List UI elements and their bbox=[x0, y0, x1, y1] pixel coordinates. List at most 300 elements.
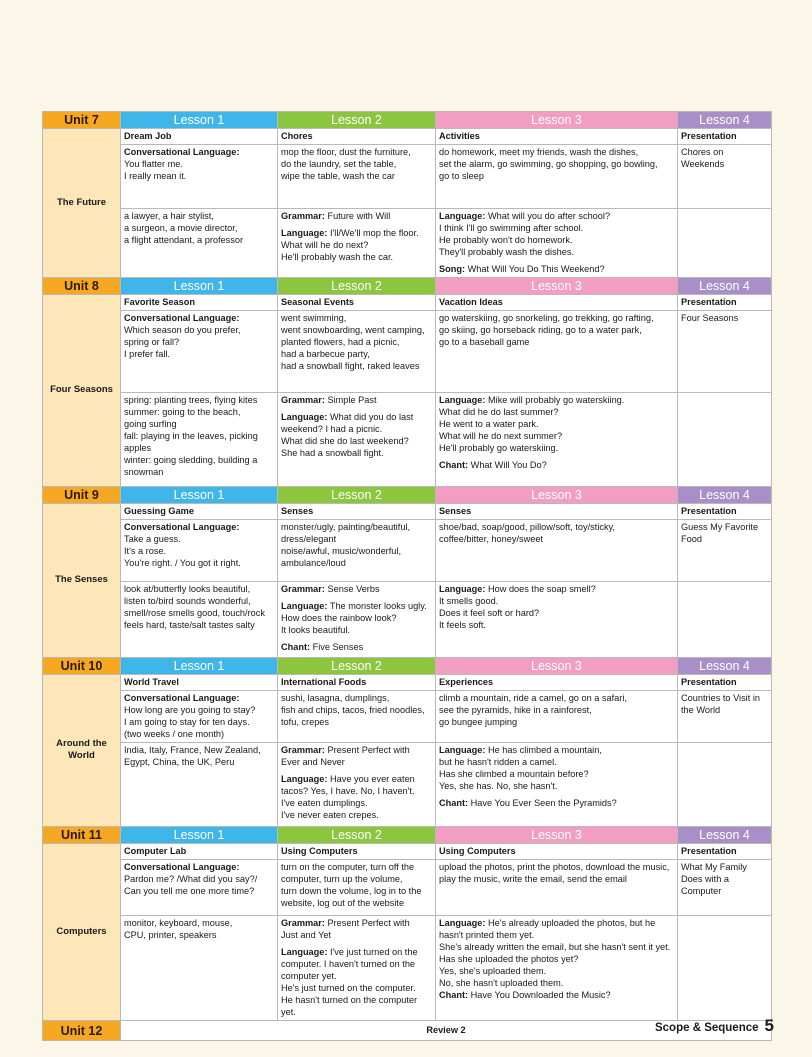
line-text: tofu, crepes bbox=[281, 717, 330, 727]
line-text: I've just turned on the bbox=[327, 947, 418, 957]
line-text: spring or fall? bbox=[124, 337, 180, 347]
content-cell bbox=[436, 860, 678, 916]
line-label: Language: bbox=[281, 947, 328, 957]
line-text: ambulance/loud bbox=[281, 558, 346, 568]
line-text: Yes, she has. No, she hasn't. bbox=[439, 781, 558, 791]
line-text: The monster looks ugly. bbox=[327, 601, 427, 611]
line-text: I am going to stay for ten days. bbox=[124, 717, 250, 727]
lesson-header-4: Lesson 4 bbox=[678, 278, 772, 295]
text-line bbox=[281, 336, 432, 348]
line-text: Ever and Never bbox=[281, 757, 345, 767]
content-cell bbox=[678, 691, 772, 743]
text-line bbox=[681, 704, 768, 716]
text-line bbox=[681, 885, 768, 897]
line-label: Language: bbox=[439, 918, 486, 928]
line-text: listen to/bird sounds wonderful, bbox=[124, 596, 251, 606]
text-line bbox=[281, 641, 432, 653]
line-text: Have you ever eaten bbox=[327, 774, 415, 784]
content-row bbox=[43, 582, 772, 658]
lesson-header-3: Lesson 3 bbox=[436, 487, 678, 504]
text-line bbox=[439, 941, 674, 953]
unit-label: Unit 11 bbox=[43, 827, 121, 844]
text-line bbox=[124, 406, 274, 418]
line-text: He's already uploaded the photos, but he bbox=[485, 918, 656, 928]
line-text: turn down the volume, log in to the bbox=[281, 886, 422, 896]
text-line bbox=[439, 704, 674, 716]
content-cell bbox=[436, 520, 678, 582]
line-text: computer. I haven't turned on the bbox=[281, 959, 416, 969]
lesson-title: Presentation bbox=[678, 504, 772, 520]
text-line bbox=[281, 312, 432, 324]
text-line bbox=[281, 583, 432, 595]
line-text: Which season do you prefer, bbox=[124, 325, 241, 335]
line-text: I'll/We'll mop the floor. bbox=[327, 228, 419, 238]
review-label: Review 2 bbox=[121, 1021, 772, 1041]
line-label: Grammar: bbox=[281, 395, 325, 405]
line-text: wipe the table, wash the car bbox=[281, 171, 395, 181]
line-text: spring: planting trees, flying kites bbox=[124, 395, 258, 405]
line-text: monster/ugly, painting/beautiful, bbox=[281, 522, 411, 532]
text-line bbox=[124, 312, 274, 324]
line-text: Sense Verbs bbox=[324, 584, 380, 594]
line-text: dress/elegant bbox=[281, 534, 337, 544]
footer-section-label: Scope & Sequence bbox=[654, 1022, 759, 1034]
text-line bbox=[281, 756, 432, 768]
line-text: CPU, printer, speakers bbox=[124, 930, 217, 940]
line-label: Grammar: bbox=[281, 918, 325, 928]
line-text: Countries to Visit in bbox=[681, 693, 760, 703]
content-cell bbox=[121, 209, 278, 278]
text-line bbox=[439, 418, 674, 430]
line-text: What did you do last bbox=[327, 412, 414, 422]
line-text: Does with a bbox=[681, 874, 730, 884]
line-text: a flight attendant, a professor bbox=[124, 235, 244, 245]
line-label: Language: bbox=[439, 395, 486, 405]
text-line bbox=[124, 336, 274, 348]
content-cell bbox=[121, 520, 278, 582]
line-text: They'll probably wash the dishes. bbox=[439, 247, 575, 257]
text-line bbox=[281, 946, 432, 958]
line-text: What did she do last weekend? bbox=[281, 436, 409, 446]
text-line bbox=[281, 146, 432, 158]
text-line bbox=[439, 716, 674, 728]
content-cell bbox=[436, 145, 678, 209]
line-text: Four Seasons bbox=[681, 313, 739, 323]
lesson-title: Activities bbox=[436, 129, 678, 145]
line-text: Can you tell me one more time? bbox=[124, 886, 255, 896]
lesson-header-2: Lesson 2 bbox=[278, 487, 436, 504]
lesson-title: Dream Job bbox=[121, 129, 278, 145]
content-row bbox=[43, 743, 772, 827]
lesson-title: Using Computers bbox=[436, 844, 678, 860]
lesson-title-row bbox=[43, 675, 772, 691]
unit-header-row bbox=[43, 827, 772, 844]
content-cell bbox=[121, 582, 278, 658]
line-text: play the music, write the email, send the email bbox=[439, 874, 627, 884]
line-label: Language: bbox=[281, 228, 328, 238]
text-line bbox=[439, 459, 674, 471]
lesson-header-3: Lesson 3 bbox=[436, 278, 678, 295]
line-text: Mike will probably go waterskiing. bbox=[485, 395, 625, 405]
content-cell bbox=[678, 860, 772, 916]
text-line bbox=[439, 873, 674, 885]
content-cell bbox=[436, 582, 678, 658]
text-line bbox=[281, 958, 432, 970]
line-text: going surfing bbox=[124, 419, 177, 429]
line-text: weekend? I had a picnic. bbox=[281, 424, 383, 434]
line-label: Chant: bbox=[439, 798, 469, 808]
text-line bbox=[124, 545, 274, 557]
unit-header-row bbox=[43, 112, 772, 129]
line-text: but he hasn't ridden a camel. bbox=[439, 757, 557, 767]
text-line bbox=[281, 970, 432, 982]
lesson-header-1: Lesson 1 bbox=[121, 827, 278, 844]
line-text: coffee/bitter, honey/sweet bbox=[439, 534, 544, 544]
text-line bbox=[281, 797, 432, 809]
line-text: I've never eaten crepes. bbox=[281, 810, 379, 820]
content-cell bbox=[278, 520, 436, 582]
line-text: What My Family bbox=[681, 862, 747, 872]
line-text: upload the photos, print the photos, download the music, bbox=[439, 862, 670, 872]
text-line bbox=[439, 692, 674, 704]
content-cell bbox=[121, 145, 278, 209]
text-line bbox=[439, 430, 674, 442]
line-text: hasn't printed them yet. bbox=[439, 930, 535, 940]
text-line bbox=[281, 861, 432, 873]
line-label: Conversational Language: bbox=[124, 862, 240, 872]
text-line bbox=[439, 336, 674, 348]
lesson-title: Guessing Game bbox=[121, 504, 278, 520]
line-text: look at/butterfly looks beautiful, bbox=[124, 584, 251, 594]
line-text: He'll probably wash the car. bbox=[281, 252, 394, 262]
unit-label: Unit 9 bbox=[43, 487, 121, 504]
content-cell bbox=[121, 743, 278, 827]
unit-theme: The Senses bbox=[43, 504, 121, 658]
line-label: Chant: bbox=[439, 460, 469, 470]
text-line bbox=[681, 533, 768, 545]
line-label: Conversational Language: bbox=[124, 693, 240, 703]
content-cell bbox=[278, 691, 436, 743]
unit-label: Unit 8 bbox=[43, 278, 121, 295]
lesson-header-2: Lesson 2 bbox=[278, 112, 436, 129]
line-text: Yes, she's uploaded them. bbox=[439, 966, 547, 976]
text-line bbox=[281, 210, 432, 222]
lesson-title: Chores bbox=[278, 129, 436, 145]
line-text: Chores on bbox=[681, 147, 724, 157]
lesson-title: International Foods bbox=[278, 675, 436, 691]
line-text: How long are you going to stay? bbox=[124, 705, 256, 715]
line-label: Language: bbox=[281, 412, 328, 422]
text-line bbox=[281, 692, 432, 704]
text-line bbox=[681, 521, 768, 533]
text-line bbox=[439, 744, 674, 756]
text-line bbox=[281, 809, 432, 821]
text-line bbox=[124, 533, 274, 545]
line-text: He'll probably go waterskiing. bbox=[439, 443, 559, 453]
line-text: climb a mountain, ride a camel, go on a safari, bbox=[439, 693, 627, 703]
lesson-title: Using Computers bbox=[278, 844, 436, 860]
line-text: Food bbox=[681, 534, 702, 544]
text-line bbox=[439, 312, 674, 324]
line-label: Language: bbox=[439, 745, 486, 755]
line-text: Computer bbox=[681, 886, 722, 896]
line-text: fish and chips, tacos, fried noodles, bbox=[281, 705, 425, 715]
lesson-title: Senses bbox=[436, 504, 678, 520]
text-line bbox=[124, 348, 274, 360]
line-label: Conversational Language: bbox=[124, 147, 240, 157]
lesson-title: Presentation bbox=[678, 844, 772, 860]
text-line bbox=[124, 158, 274, 170]
line-text: Guess My Favorite bbox=[681, 522, 759, 532]
text-line bbox=[281, 885, 432, 897]
text-line bbox=[439, 234, 674, 246]
line-text: What will he do next summer? bbox=[439, 431, 563, 441]
line-label: Language: bbox=[439, 584, 486, 594]
text-line bbox=[124, 704, 274, 716]
line-text: (two weeks / one month) bbox=[124, 729, 225, 739]
line-text: I think I'll go swimming after school. bbox=[439, 223, 584, 233]
line-text: What Will You Do? bbox=[468, 460, 547, 470]
unit-theme: Around the World bbox=[43, 675, 121, 827]
content-cell bbox=[678, 520, 772, 582]
lesson-title: Seasonal Events bbox=[278, 295, 436, 311]
content-cell bbox=[436, 916, 678, 1021]
line-text: summer: going to the beach, bbox=[124, 407, 241, 417]
line-text: It smells good. bbox=[439, 596, 499, 606]
text-line bbox=[439, 768, 674, 780]
text-line bbox=[124, 744, 274, 756]
text-line bbox=[439, 394, 674, 406]
lesson-title: Presentation bbox=[678, 129, 772, 145]
line-text: go skiing, go horseback riding, go to a water park, bbox=[439, 325, 642, 335]
content-cell bbox=[278, 145, 436, 209]
text-line bbox=[439, 929, 674, 941]
lesson-title: Presentation bbox=[678, 675, 772, 691]
line-text: You're right. / You got it right. bbox=[124, 558, 241, 568]
line-label: Conversational Language: bbox=[124, 522, 240, 532]
content-cell bbox=[278, 582, 436, 658]
content-cell bbox=[678, 209, 772, 278]
content-cell bbox=[278, 393, 436, 487]
line-text: website, log out of the website bbox=[281, 898, 405, 908]
text-line bbox=[124, 466, 274, 478]
content-cell bbox=[121, 916, 278, 1021]
content-cell bbox=[678, 582, 772, 658]
content-row bbox=[43, 311, 772, 393]
content-cell bbox=[436, 393, 678, 487]
lesson-header-1: Lesson 1 bbox=[121, 112, 278, 129]
line-text: turn on the computer, turn off the bbox=[281, 862, 415, 872]
text-line bbox=[124, 595, 274, 607]
unit-header-row bbox=[43, 487, 772, 504]
line-text: set the alarm, go swimming, go shopping, go bowling, bbox=[439, 159, 658, 169]
line-label: Language: bbox=[281, 601, 328, 611]
line-text: Has she climbed a mountain before? bbox=[439, 769, 589, 779]
text-line bbox=[281, 394, 432, 406]
text-line bbox=[124, 324, 274, 336]
text-line bbox=[281, 239, 432, 251]
line-text: mop the floor, dust the furniture, bbox=[281, 147, 411, 157]
text-line bbox=[681, 146, 768, 158]
content-row bbox=[43, 145, 772, 209]
line-text: Egypt, China, the UK, Peru bbox=[124, 757, 235, 767]
content-cell bbox=[678, 393, 772, 487]
text-line bbox=[281, 557, 432, 569]
text-line bbox=[681, 158, 768, 170]
line-label: Grammar: bbox=[281, 584, 325, 594]
lesson-header-4: Lesson 4 bbox=[678, 487, 772, 504]
line-text: winter: going sledding, building a bbox=[124, 455, 258, 465]
line-text: Five Senses bbox=[310, 642, 364, 652]
content-cell bbox=[436, 311, 678, 393]
lesson-header-2: Lesson 2 bbox=[278, 658, 436, 675]
line-text: tacos? Yes, I have. No, I haven't. bbox=[281, 786, 415, 796]
text-line bbox=[124, 861, 274, 873]
line-text: It's a rose. bbox=[124, 546, 167, 556]
line-text: Have You Downloaded the Music? bbox=[468, 990, 611, 1000]
text-line bbox=[439, 146, 674, 158]
text-line bbox=[124, 521, 274, 533]
text-line bbox=[124, 619, 274, 631]
text-line bbox=[124, 394, 274, 406]
line-text: I've eaten dumplings. bbox=[281, 798, 368, 808]
line-text: do the laundry, set the table, bbox=[281, 159, 397, 169]
text-line bbox=[439, 917, 674, 929]
line-text: She's already written the email, but she hasn't sent it yet. bbox=[439, 942, 671, 952]
line-text: Has she uploaded the photos yet? bbox=[439, 954, 579, 964]
text-line bbox=[124, 222, 274, 234]
line-text: He's just turned on the computer. bbox=[281, 983, 416, 993]
text-line bbox=[281, 873, 432, 885]
content-cell bbox=[678, 145, 772, 209]
text-line bbox=[124, 418, 274, 430]
text-line bbox=[281, 917, 432, 929]
line-label: Language: bbox=[439, 211, 486, 221]
lesson-title: Favorite Season bbox=[121, 295, 278, 311]
lesson-title-row bbox=[43, 504, 772, 520]
content-cell bbox=[278, 209, 436, 278]
text-line bbox=[439, 324, 674, 336]
text-line bbox=[439, 583, 674, 595]
text-line bbox=[439, 989, 674, 1001]
content-row bbox=[43, 393, 772, 487]
lesson-header-4: Lesson 4 bbox=[678, 658, 772, 675]
line-text: Present Perfect with bbox=[324, 918, 410, 928]
lesson-title: Presentation bbox=[678, 295, 772, 311]
content-cell bbox=[121, 860, 278, 916]
text-line bbox=[439, 533, 674, 545]
text-line bbox=[281, 423, 432, 435]
content-cell bbox=[436, 209, 678, 278]
scope-sequence-table bbox=[42, 111, 772, 1041]
line-text: went snowboarding, went camping, bbox=[281, 325, 425, 335]
line-text: had a barbecue party, bbox=[281, 349, 370, 359]
line-text: Simple Past bbox=[324, 395, 377, 405]
line-text: Take a guess. bbox=[124, 534, 181, 544]
lesson-title-row bbox=[43, 129, 772, 145]
text-line bbox=[439, 442, 674, 454]
line-text: Does it feel soft or hard? bbox=[439, 608, 540, 618]
lesson-header-3: Lesson 3 bbox=[436, 112, 678, 129]
text-line bbox=[281, 411, 432, 423]
text-line bbox=[439, 246, 674, 258]
text-line bbox=[124, 692, 274, 704]
content-cell bbox=[678, 916, 772, 1021]
content-cell bbox=[436, 743, 678, 827]
text-line bbox=[281, 744, 432, 756]
line-text: fall: playing in the leaves, picking bbox=[124, 431, 258, 441]
content-cell bbox=[278, 311, 436, 393]
text-line bbox=[439, 210, 674, 222]
lesson-title: Vacation Ideas bbox=[436, 295, 678, 311]
unit-header-row bbox=[43, 658, 772, 675]
line-text: He has climbed a mountain, bbox=[485, 745, 602, 755]
line-text: see the pyramids, hike in a rainforest, bbox=[439, 705, 592, 715]
line-label: Grammar: bbox=[281, 211, 325, 221]
content-cell bbox=[278, 916, 436, 1021]
line-label: Chant: bbox=[439, 990, 469, 1000]
text-line bbox=[439, 595, 674, 607]
text-line bbox=[124, 583, 274, 595]
text-line bbox=[439, 780, 674, 792]
text-line bbox=[439, 756, 674, 768]
text-line bbox=[281, 435, 432, 447]
line-text: monitor, keyboard, mouse, bbox=[124, 918, 233, 928]
content-cell bbox=[678, 743, 772, 827]
line-text: How does the soap smell? bbox=[485, 584, 596, 594]
text-line bbox=[281, 716, 432, 728]
lesson-title-row bbox=[43, 844, 772, 860]
unit-theme: Computers bbox=[43, 844, 121, 1021]
content-cell bbox=[121, 691, 278, 743]
text-line bbox=[281, 785, 432, 797]
text-line bbox=[439, 158, 674, 170]
line-text: planted flowers, had a picnic, bbox=[281, 337, 400, 347]
content-row bbox=[43, 520, 772, 582]
line-text: a surgeon, a movie director, bbox=[124, 223, 238, 233]
text-line bbox=[124, 873, 274, 885]
line-text: noise/awful, music/wonderful, bbox=[281, 546, 402, 556]
text-line bbox=[281, 170, 432, 182]
line-text: go waterskiing, go snorkeling, go trekking, go rafting, bbox=[439, 313, 654, 323]
text-line bbox=[439, 263, 674, 275]
text-line bbox=[439, 170, 674, 182]
text-line bbox=[439, 977, 674, 989]
line-text: Present Perfect with bbox=[324, 745, 410, 755]
line-text: I really mean it. bbox=[124, 171, 187, 181]
text-line bbox=[439, 953, 674, 965]
text-line bbox=[439, 965, 674, 977]
line-text: feels hard, taste/salt tastes salty bbox=[124, 620, 255, 630]
content-row bbox=[43, 860, 772, 916]
line-text: He went to a water park. bbox=[439, 419, 539, 429]
text-line bbox=[281, 994, 432, 1018]
line-text: smell/rose smells good, touch/rock bbox=[124, 608, 265, 618]
unit-label: Unit 10 bbox=[43, 658, 121, 675]
text-line bbox=[281, 897, 432, 909]
line-text: He hasn't turned on the computer yet. bbox=[281, 995, 418, 1017]
line-label: Grammar: bbox=[281, 745, 325, 755]
line-text: Weekends bbox=[681, 159, 725, 169]
text-line bbox=[124, 607, 274, 619]
text-line bbox=[124, 557, 274, 569]
text-line bbox=[681, 692, 768, 704]
content-row bbox=[43, 691, 772, 743]
content-cell bbox=[678, 311, 772, 393]
text-line bbox=[281, 773, 432, 785]
line-text: It looks beautiful. bbox=[281, 625, 350, 635]
line-text: Pardon me? /What did you say?/ bbox=[124, 874, 258, 884]
